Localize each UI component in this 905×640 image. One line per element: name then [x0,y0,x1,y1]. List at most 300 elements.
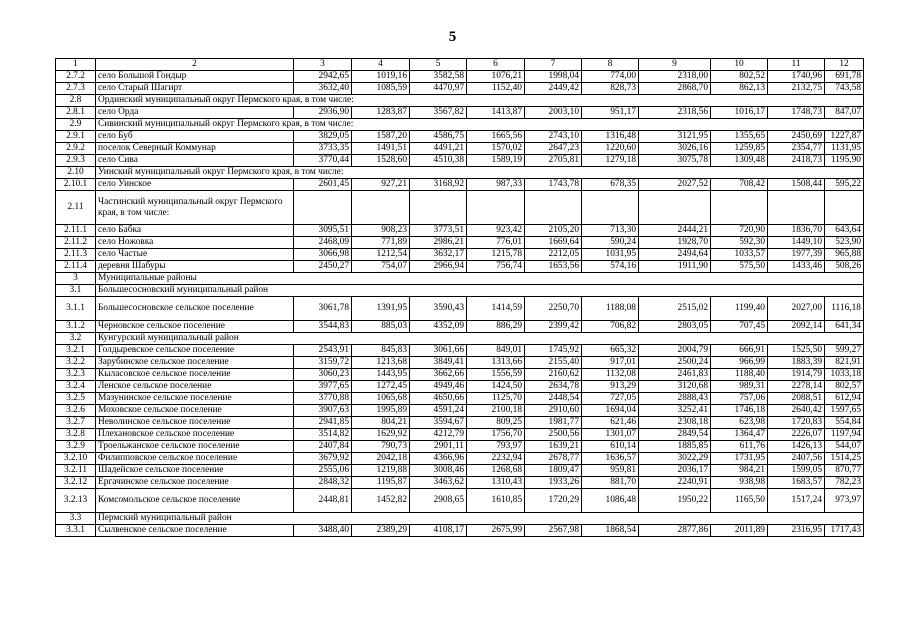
value-cell: 1745,92 [525,345,582,357]
value-cell: 713,30 [582,225,639,237]
value-cell: 1197,94 [825,429,864,441]
value-cell: 2849,54 [639,429,711,441]
value-cell: 1717,43 [825,525,864,537]
value-cell: 2941,85 [294,417,352,429]
settlement-name: Частинский муниципальный округ Пермского края, в том числе: [96,191,294,225]
value-cell: 1914,79 [768,369,825,381]
value-cell: 4366,96 [410,453,467,465]
value-cell: 1694,04 [582,405,639,417]
row-code: 2.8 [56,95,96,107]
value-cell: 923,42 [467,225,525,237]
value-cell: 544,07 [825,441,864,453]
row-code: 2.9.3 [56,155,96,167]
value-cell: 1199,40 [711,297,768,321]
value-cell: 2444,21 [639,225,711,237]
value-cell: 2132,75 [768,83,825,95]
value-cell: 4212,79 [410,429,467,441]
settlement-name: Комсомольское сельское поселение [96,489,294,513]
row-code: 3.3 [56,513,96,525]
value-cell: 1950,22 [639,489,711,513]
settlement-name: село Большой Гондыр [96,71,294,83]
value-cell: 508,26 [825,261,864,273]
column-number-cell: 10 [711,59,768,71]
settlement-name: Черновское сельское поселение [96,321,294,333]
table-row [56,345,864,357]
value-cell: 1165,50 [711,489,768,513]
value-cell: 845,83 [352,345,410,357]
value-cell: 1272,45 [352,381,410,393]
table-row [56,83,864,95]
table-row [56,393,864,405]
row-code: 3.2.7 [56,417,96,429]
column-number-cell: 8 [582,59,639,71]
value-cell: 1310,43 [467,477,525,489]
value-cell: 1449,10 [768,237,825,249]
value-cell: 1748,73 [768,107,825,119]
column-number-cell: 7 [525,59,582,71]
section-row [56,167,864,179]
value-cell: 965,88 [825,249,864,261]
value-cell: 771,89 [352,237,410,249]
settlement-name: Шадейское сельское поселение [96,465,294,477]
value-cell [467,191,525,225]
column-number-cell: 3 [294,59,352,71]
value-cell: 1629,92 [352,429,410,441]
value-cell: 611,76 [711,441,768,453]
row-code: 2.11.1 [56,225,96,237]
row-code: 2.11.2 [56,237,96,249]
value-cell: 2105,20 [525,225,582,237]
settlement-name: Моховское сельское поселение [96,405,294,417]
value-cell: 756,74 [467,261,525,273]
value-cell: 1981,77 [525,417,582,429]
value-cell: 1610,85 [467,489,525,513]
value-cell: 3632,40 [294,83,352,95]
value-cell: 3168,92 [410,179,467,191]
value-cell: 1836,70 [768,225,825,237]
value-cell: 2407,56 [768,453,825,465]
value-cell: 1998,04 [525,71,582,83]
value-cell: 3582,58 [410,71,467,83]
value-cell: 3770,88 [294,393,352,405]
section-row [56,333,864,345]
value-cell: 917,01 [582,357,639,369]
value-cell: 959,81 [582,465,639,477]
value-cell: 3907,63 [294,405,352,417]
value-cell [768,191,825,225]
row-code: 3.1 [56,285,96,297]
value-cell: 612,94 [825,393,864,405]
table-row [56,453,864,465]
section-row [56,95,864,107]
settlement-name: Сылвенское сельское поселение [96,525,294,537]
value-cell: 1599,05 [768,465,825,477]
value-cell: 2942,65 [294,71,352,83]
table-body [56,71,864,537]
value-cell: 3026,16 [639,143,711,155]
value-cell: 2515,02 [639,297,711,321]
value-cell: 2450,27 [294,261,352,273]
value-cell: 927,21 [352,179,410,191]
value-cell: 4352,09 [410,321,467,333]
table-row [56,71,864,83]
value-cell: 1517,24 [768,489,825,513]
value-cell: 707,45 [711,321,768,333]
column-number-cell: 6 [467,59,525,71]
value-cell: 4650,66 [410,393,467,405]
table-row [56,261,864,273]
value-cell: 1589,19 [467,155,525,167]
value-cell: 2877,86 [639,525,711,537]
value-cell [525,191,582,225]
value-cell: 3060,23 [294,369,352,381]
value-cell [711,191,768,225]
value-cell: 1868,54 [582,525,639,537]
value-cell: 4491,21 [410,143,467,155]
value-cell: 1720,83 [768,417,825,429]
value-cell: 2500,24 [639,357,711,369]
value-cell: 3733,35 [294,143,352,155]
value-cell: 610,14 [582,441,639,453]
value-cell: 2160,62 [525,369,582,381]
value-cell: 1452,82 [352,489,410,513]
value-cell: 913,29 [582,381,639,393]
row-code: 2.11.3 [56,249,96,261]
row-code: 3 [56,273,96,285]
value-cell: 1268,68 [467,465,525,477]
value-cell: 1132,08 [582,369,639,381]
value-cell: 828,73 [582,83,639,95]
value-cell: 2901,11 [410,441,467,453]
value-cell: 3632,17 [410,249,467,261]
value-cell: 1756,70 [467,429,525,441]
value-cell: 1391,95 [352,297,410,321]
value-cell: 621,46 [582,417,639,429]
value-cell: 2316,95 [768,525,825,537]
row-code: 2.7.2 [56,71,96,83]
row-code: 3.2.5 [56,393,96,405]
value-cell: 2389,29 [352,525,410,537]
value-cell: 2318,56 [639,107,711,119]
value-cell: 2250,70 [525,297,582,321]
value-cell: 2027,00 [768,297,825,321]
row-code: 2.10 [56,167,96,179]
value-cell: 870,77 [825,465,864,477]
settlement-name: Кыласовское сельское поселение [96,369,294,381]
value-cell: 2803,05 [639,321,711,333]
value-cell: 1364,47 [711,429,768,441]
value-cell: 2232,94 [467,453,525,465]
row-code: 3.2.13 [56,489,96,513]
value-cell: 1665,56 [467,131,525,143]
settlement-name: Неволинское сельское поселение [96,417,294,429]
value-cell: 1587,20 [352,131,410,143]
value-cell: 1019,16 [352,71,410,83]
row-code: 2.11 [56,191,96,225]
table-row [56,357,864,369]
value-cell: 1424,50 [467,381,525,393]
value-cell: 2004,79 [639,345,711,357]
value-cell: 706,82 [582,321,639,333]
value-cell: 1355,65 [711,131,768,143]
table-row [56,441,864,453]
table-row [56,489,864,513]
value-cell: 1883,39 [768,357,825,369]
row-code: 3.1.2 [56,321,96,333]
value-cell: 1188,40 [711,369,768,381]
value-cell: 2461,83 [639,369,711,381]
value-cell: 4591,24 [410,405,467,417]
value-cell: 2011,89 [711,525,768,537]
value-cell: 3849,41 [410,357,467,369]
value-cell: 2240,91 [639,477,711,489]
value-cell: 2868,70 [639,83,711,95]
value-cell: 1131,95 [825,143,864,155]
value-cell: 1413,87 [467,107,525,119]
value-cell: 881,70 [582,477,639,489]
value-cell: 1731,95 [711,453,768,465]
value-cell: 984,21 [711,465,768,477]
table-row [56,131,864,143]
settlement-name: Зарубинское сельское поселение [96,357,294,369]
value-cell: 3252,41 [639,405,711,417]
value-cell: 1316,48 [582,131,639,143]
section-title: Пермский муниципальный район [96,513,864,525]
settlement-name: Голдыревское сельское поселение [96,345,294,357]
row-code: 3.1.1 [56,297,96,321]
value-cell: 938,98 [711,477,768,489]
value-cell: 1743,78 [525,179,582,191]
row-code: 2.10.1 [56,179,96,191]
section-title: Большесосновский муниципальный район [96,285,864,297]
table-row [56,477,864,489]
value-cell: 989,31 [711,381,768,393]
value-cell: 1885,85 [639,441,711,453]
value-cell: 821,91 [825,357,864,369]
value-cell: 2399,42 [525,321,582,333]
value-cell: 1977,39 [768,249,825,261]
value-cell: 2278,14 [768,381,825,393]
row-code: 3.2.12 [56,477,96,489]
value-cell: 2088,51 [768,393,825,405]
value-cell: 2354,77 [768,143,825,155]
value-cell: 3567,82 [410,107,467,119]
value-cell: 1188,08 [582,297,639,321]
value-cell: 3770,44 [294,155,352,167]
value-cell: 1746,18 [711,405,768,417]
table-row [56,249,864,261]
value-cell: 2543,91 [294,345,352,357]
settlement-name: Ленское сельское поселение [96,381,294,393]
value-cell: 2555,06 [294,465,352,477]
table-row [56,429,864,441]
table-row [56,369,864,381]
value-cell: 2100,18 [467,405,525,417]
row-code: 3.2 [56,333,96,345]
value-cell: 2601,45 [294,179,352,191]
value-cell: 4510,38 [410,155,467,167]
value-cell: 1195,90 [825,155,864,167]
table-row [56,525,864,537]
row-code: 3.2.6 [56,405,96,417]
row-code: 3.2.9 [56,441,96,453]
value-cell: 2448,54 [525,393,582,405]
value-cell: 641,34 [825,321,864,333]
value-cell: 2003,10 [525,107,582,119]
value-cell: 1065,68 [352,393,410,405]
settlement-name: Плехановское сельское поселение [96,429,294,441]
settlement-name: село Старый Шагирт [96,83,294,95]
value-cell [582,191,639,225]
settlement-name: Ергачинское сельское поселение [96,477,294,489]
section-row [56,119,864,131]
row-code: 3.2.11 [56,465,96,477]
settlement-name: Большесосновское сельское поселение [96,297,294,321]
table-row [56,143,864,155]
value-cell: 1031,95 [582,249,639,261]
value-cell: 1309,48 [711,155,768,167]
value-cell: 2647,23 [525,143,582,155]
value-cell: 1556,59 [467,369,525,381]
value-cell: 973,97 [825,489,864,513]
value-cell: 708,42 [711,179,768,191]
value-cell: 2226,07 [768,429,825,441]
value-cell: 1033,57 [711,249,768,261]
row-code: 3.2.2 [56,357,96,369]
value-cell: 2986,21 [410,237,467,249]
column-number-cell: 5 [410,59,467,71]
table-row [56,191,864,225]
value-cell: 1639,21 [525,441,582,453]
settlement-name: село Уинское [96,179,294,191]
value-cell: 2966,94 [410,261,467,273]
value-cell: 3159,72 [294,357,352,369]
value-cell: 1085,59 [352,83,410,95]
value-cell: 908,23 [352,225,410,237]
value-cell: 2678,77 [525,453,582,465]
value-cell: 1152,40 [467,83,525,95]
settlement-name: село Буб [96,131,294,143]
value-cell: 643,64 [825,225,864,237]
value-cell: 1636,57 [582,453,639,465]
value-cell: 4586,75 [410,131,467,143]
row-code: 2.9.2 [56,143,96,155]
value-cell: 1514,25 [825,453,864,465]
value-cell: 3061,66 [410,345,467,357]
value-cell: 1669,64 [525,237,582,249]
settlement-name: поселок Северный Коммунар [96,143,294,155]
value-cell: 3008,46 [410,465,467,477]
value-cell: 776,01 [467,237,525,249]
value-cell: 1033,18 [825,369,864,381]
table-row [56,179,864,191]
value-cell: 575,50 [711,261,768,273]
tariff-table [55,58,864,537]
value-cell: 3061,78 [294,297,352,321]
value-cell: 665,32 [582,345,639,357]
value-cell: 1433,46 [768,261,825,273]
value-cell: 2027,52 [639,179,711,191]
settlement-name: село Сива [96,155,294,167]
value-cell: 886,29 [467,321,525,333]
value-cell: 2500,56 [525,429,582,441]
value-cell: 3977,65 [294,381,352,393]
value-cell: 847,07 [825,107,864,119]
value-cell: 3514,82 [294,429,352,441]
settlement-name: село Частые [96,249,294,261]
row-code: 2.8.1 [56,107,96,119]
value-cell: 2448,81 [294,489,352,513]
value-cell: 523,90 [825,237,864,249]
value-cell: 2308,18 [639,417,711,429]
value-cell: 2418,73 [768,155,825,167]
value-cell: 2848,32 [294,477,352,489]
settlement-name: село Бабка [96,225,294,237]
section-title: Ординский муниципальный округ Пермского края, в том числе: [96,95,864,107]
settlement-name: Мазунинское сельское поселение [96,393,294,405]
row-code: 3.2.3 [56,369,96,381]
value-cell: 987,33 [467,179,525,191]
value-cell: 2449,42 [525,83,582,95]
column-number-cell: 11 [768,59,825,71]
value-cell: 1570,02 [467,143,525,155]
settlement-name: село Орда [96,107,294,119]
value-cell: 1215,78 [467,249,525,261]
value-cell: 1928,70 [639,237,711,249]
row-code: 3.2.8 [56,429,96,441]
value-cell: 4470,97 [410,83,467,95]
value-cell: 595,22 [825,179,864,191]
section-row [56,513,864,525]
value-cell: 2212,05 [525,249,582,261]
value-cell: 2092,14 [768,321,825,333]
section-row [56,273,864,285]
value-cell: 1443,95 [352,369,410,381]
value-cell: 1809,47 [525,465,582,477]
table-row [56,225,864,237]
value-cell: 1414,59 [467,297,525,321]
value-cell: 1525,50 [768,345,825,357]
settlement-name: Троельжанское сельское поселение [96,441,294,453]
column-number-cell: 1 [56,59,96,71]
column-number-cell: 12 [825,59,864,71]
value-cell: 4108,17 [410,525,467,537]
value-cell: 727,05 [582,393,639,405]
value-cell: 3463,62 [410,477,467,489]
value-cell: 3488,40 [294,525,352,537]
section-title: Сивинский муниципальный округ Пермского края, в том числе: [96,119,864,131]
table-row [56,417,864,429]
value-cell: 1259,85 [711,143,768,155]
value-cell: 2036,17 [639,465,711,477]
value-cell: 804,21 [352,417,410,429]
value-cell: 802,57 [825,381,864,393]
value-cell: 2705,81 [525,155,582,167]
table-row [56,237,864,249]
value-cell: 2634,78 [525,381,582,393]
value-cell: 1279,18 [582,155,639,167]
settlement-name: село Ножовка [96,237,294,249]
row-code: 3.2.1 [56,345,96,357]
value-cell: 2318,00 [639,71,711,83]
value-cell: 720,90 [711,225,768,237]
value-cell: 1220,60 [582,143,639,155]
value-cell: 1528,60 [352,155,410,167]
value-cell: 592,30 [711,237,768,249]
value-cell: 3544,83 [294,321,352,333]
value-cell: 4949,46 [410,381,467,393]
value-cell: 3120,68 [639,381,711,393]
